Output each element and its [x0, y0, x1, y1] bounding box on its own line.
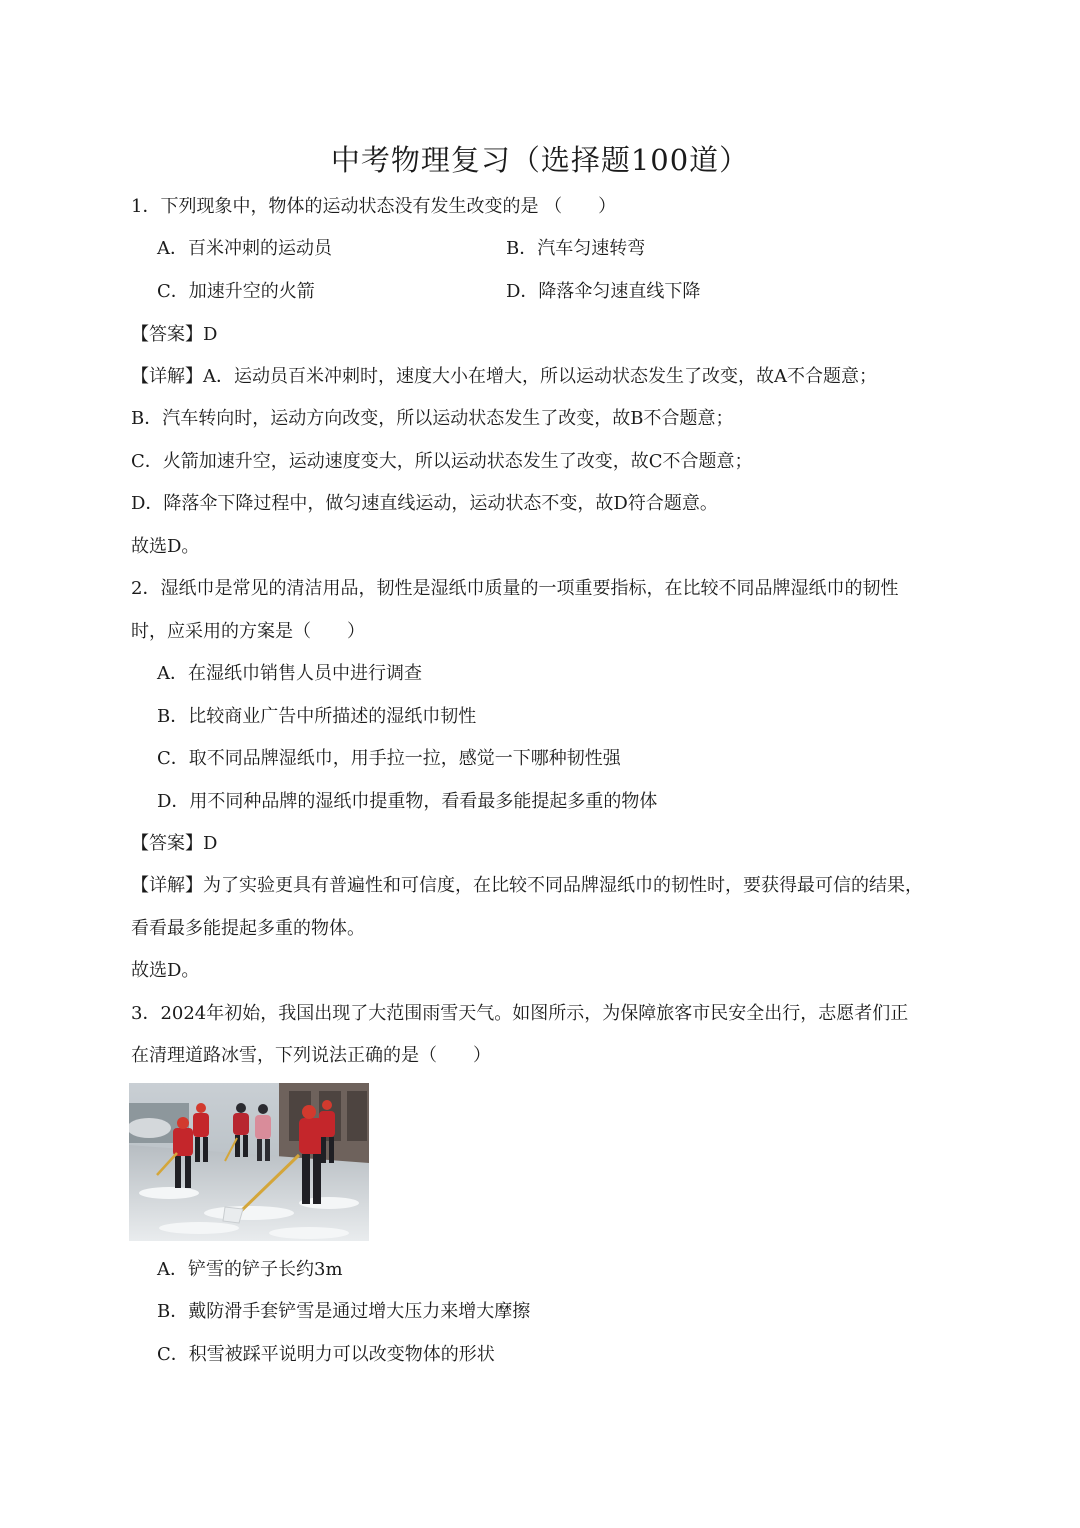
q1-conclusion: 故选D。: [131, 536, 200, 557]
q3-option-a: A．铲雪的铲子长约3m: [157, 1259, 343, 1280]
q1-option-b: B．汽车匀速转弯: [506, 238, 646, 259]
q1-answer: 【答案】D: [131, 324, 218, 345]
q2-stem-line: 2．湿纸巾是常见的清洁用品，韧性是湿纸巾质量的一项重要指标，在比较不同品牌湿纸巾的韧性: [131, 578, 899, 599]
q1-explanation-line: C．火箭加速升空，运动速度变大，所以运动状态发生了改变，故C不合题意；: [131, 451, 753, 472]
q2-option-d: D．用不同种品牌的湿纸巾提重物，看看最多能提起多重的物体: [157, 791, 658, 812]
q1-stem: 1．下列现象中，物体的运动状态没有发生改变的是 （ ）: [131, 196, 617, 217]
q1-option-a: A．百米冲刺的运动员: [157, 238, 332, 259]
q3-stem-line: 在清理道路冰雪，下列说法正确的是（ ）: [131, 1045, 491, 1066]
q2-option-c: C．取不同品牌湿纸巾，用手拉一拉，感觉一下哪种韧性强: [157, 748, 621, 769]
q1-explanation-line: D．降落伞下降过程中，做匀速直线运动，运动状态不变，故D符合题意。: [131, 493, 718, 514]
q3-option-c: C．积雪被踩平说明力可以改变物体的形状: [157, 1344, 495, 1365]
snow-clearing-photo: [129, 1083, 369, 1241]
page-title: 中考物理复习（选择题100道）: [330, 143, 750, 177]
q3-stem-line: 3．2024年初始，我国出现了大范围雨雪天气。如图所示，为保障旅客市民安全出行，志愿者们正: [131, 1003, 909, 1024]
q2-stem-line: 时，应采用的方案是（ ）: [131, 621, 365, 642]
q2-option-b: B．比较商业广告中所描述的湿纸巾韧性: [157, 706, 477, 727]
q2-option-a: A．在湿纸巾销售人员中进行调查: [157, 663, 422, 684]
q1-option-c: C．加速升空的火箭: [157, 281, 315, 302]
q1-explanation-line: 【详解】A．运动员百米冲刺时，速度大小在增大，所以运动状态发生了改变，故A不合题意；: [131, 366, 877, 387]
q2-answer: 【答案】D: [131, 833, 218, 854]
q1-option-d: D．降落伞匀速直线下降: [506, 281, 701, 302]
q2-explanation-line: 【详解】为了实验更具有普遍性和可信度，在比较不同品牌湿纸巾的韧性时，要获得最可信的结果，: [131, 875, 923, 896]
q2-conclusion: 故选D。: [131, 960, 200, 981]
q1-explanation-line: B．汽车转向时，运动方向改变，所以运动状态发生了改变，故B不合题意；: [131, 408, 734, 429]
q3-option-b: B．戴防滑手套铲雪是通过增大压力来增大摩擦: [157, 1301, 531, 1322]
q2-explanation-line: 看看最多能提起多重的物体。: [131, 918, 365, 939]
